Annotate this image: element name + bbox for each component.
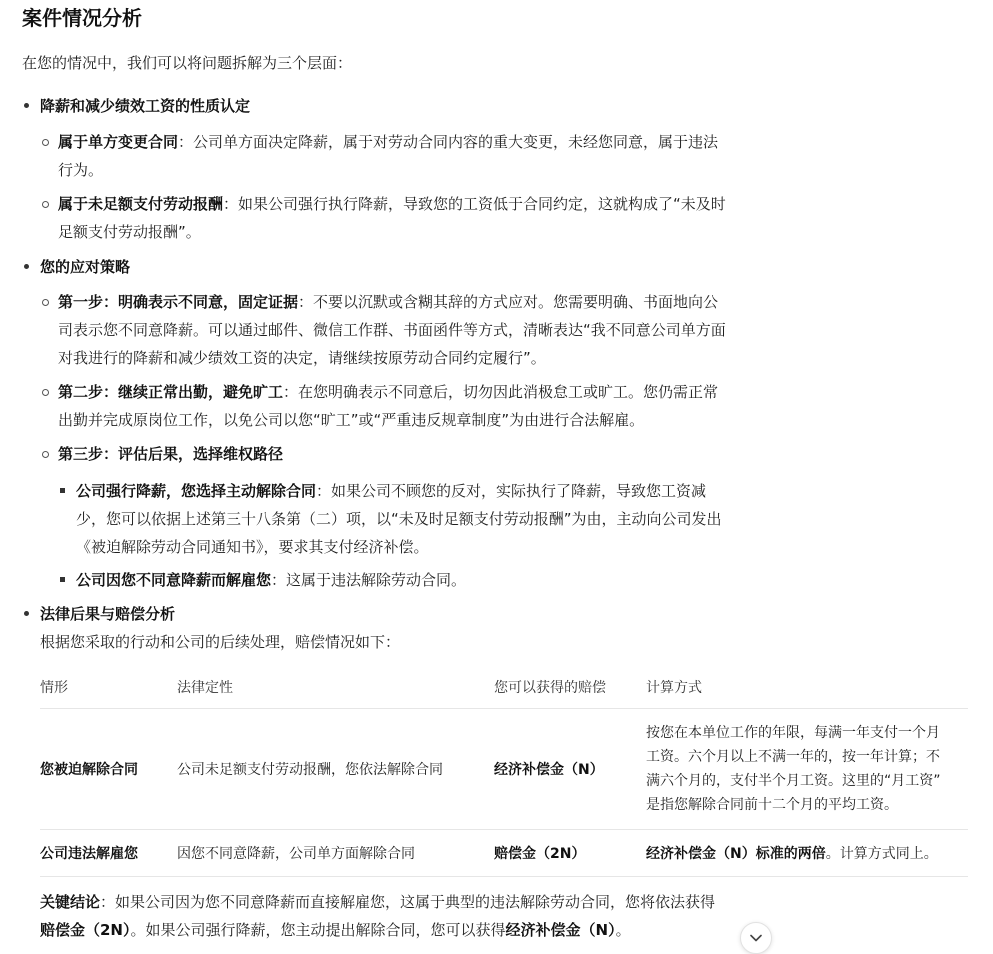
table-cell-method: 经济补偿金（N）标准的两倍。计算方式同上。 [646, 830, 968, 877]
page-title: 案件情况分析 [22, 6, 142, 30]
key-conclusion: 关键结论：如果公司因为您不同意降薪而直接解雇您，这属于典型的违法解除劳动合同，您将依法获得 赔偿金（2N）。如果公司强行降薪，您主动提出解除合同，您可以获得经济补偿金（N）。 [40, 893, 716, 939]
chevron-down-icon [750, 934, 762, 942]
bullet-icon [24, 264, 29, 269]
column-header-compensation: 您可以获得的赔偿 [494, 666, 646, 709]
table-row [40, 830, 968, 877]
column-header-method: 计算方式 [646, 666, 968, 709]
table-cell-compensation: 经济补偿金（N） [494, 762, 604, 778]
bullet-icon [60, 488, 65, 493]
table-row [40, 709, 968, 830]
scroll-down-button[interactable] [740, 922, 772, 954]
table-header-row [40, 666, 968, 709]
section-heading-strategy: 您的应对策略 [40, 255, 130, 279]
table-cell-case: 您被迫解除合同 [40, 762, 138, 778]
bullet-icon [42, 389, 49, 396]
section-description: 根据您采取的行动和公司的后续处理，赔偿情况如下： [40, 633, 401, 651]
bullet-icon [42, 451, 49, 458]
table-cell-nature: 因您不同意降薪，公司单方面解除合同 [177, 830, 494, 877]
table-cell-method: 按您在本单位工作的年限，每满一年支付一个月 工资。六个月以上不满一年的，按一年计算；不 满六个月的，支付半个月工资。这里的“月工资” 是指您解除合同前十二个月的平均工资。 [646, 709, 968, 830]
section-heading-nature: 降薪和减少绩效工资的性质认定 [40, 94, 250, 118]
bullet-icon [60, 577, 65, 582]
sub-item-illegal-dismissal: 公司因您不同意降薪而解雇您：这属于违法解除劳动合同。 [76, 566, 466, 594]
list-item-step-two: 第二步：继续正常出勤，避免旷工：在您明确表示不同意后，切勿因此消极怠工或旷工。您仍需正常 出勤并完成原岗位工作，以免公司以您“旷工”或“严重违反规章制度”为由进行合法解雇。 [58, 378, 718, 434]
table-cell-compensation: 赔偿金（2N） [494, 846, 586, 862]
bullet-icon [42, 201, 49, 208]
bullet-icon [42, 299, 49, 306]
list-item-underpayment: 属于未足额支付劳动报酬：如果公司强行执行降薪，导致您的工资低于合同约定，这就构成了“未及时 足额支付劳动报酬”。 [58, 190, 726, 246]
column-header-nature: 法律定性 [177, 666, 494, 709]
list-item-unilateral-change: 属于单方变更合同：公司单方面决定降薪，属于对劳动合同内容的重大变更，未经您同意，属于违法 行为。 [58, 128, 718, 184]
intro-text: 在您的情况中，我们可以将问题拆解为三个层面： [22, 54, 353, 72]
compensation-table [40, 666, 968, 877]
bullet-icon [24, 103, 29, 108]
list-item-step-one: 第一步：明确表示不同意，固定证据：不要以沉默或含糊其辞的方式应对。您需要明确、书面地向公 司表示您不同意降薪。可以通过邮件、微信工作群、书面函件等方式，清晰表达“我不同意公司单方面 对我进行的降薪和减少绩效工资的决定，请继续按原劳动合同约定履行”。 [58, 288, 726, 372]
table-cell-nature: 公司未足额支付劳动报酬，您依法解除合同 [177, 709, 494, 830]
section-heading-consequences: 法律后果与赔偿分析 [40, 602, 175, 626]
bullet-icon [24, 611, 29, 616]
table-cell-case: 公司违法解雇您 [40, 846, 138, 862]
bullet-icon [42, 139, 49, 146]
list-item-step-three: 第三步：评估后果，选择维权路径 [58, 440, 283, 468]
column-header-case: 情形 [40, 666, 177, 709]
sub-item-forced-resign: 公司强行降薪，您选择主动解除合同：如果公司不顾您的反对，实际执行了降薪，导致您工资减 少，您可以依据上述第三十八条第（二）项，以“未及时足额支付劳动报酬”为由，主动向公司发出 《被迫解除劳动合同通知书》，要求其支付经济补偿。 [76, 477, 722, 561]
